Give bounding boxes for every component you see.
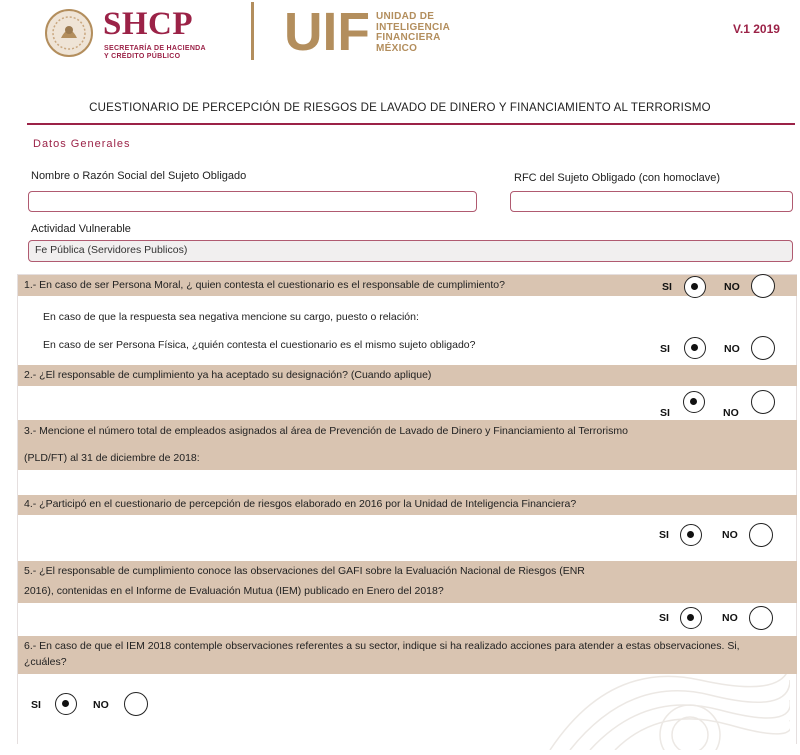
q1-yes-selected-dot <box>691 283 698 290</box>
q4-yes-selected-dot <box>687 531 694 538</box>
rfc-input[interactable] <box>510 191 793 212</box>
section-heading-general: Datos Generales <box>33 138 131 150</box>
name-label: Nombre o Razón Social del Sujeto Obligado <box>31 170 247 182</box>
q1-no-label: NO <box>724 281 740 293</box>
question-2: 2.- ¿El responsable de cumplimiento ya ha aceptado su designación? (Cuando aplique) <box>24 369 432 381</box>
q6-yes-selected-dot <box>62 700 69 707</box>
question-3-line1: 3.- Mencione el número total de empleados asignados al área de Prevención de Lavado de Dinero y Financiamiento al Terrorismo <box>24 425 628 437</box>
q5-yes-label: SI <box>659 612 669 624</box>
title-underline <box>27 123 795 125</box>
uif-name-line1: UNIDAD DE <box>376 11 435 22</box>
shcp-logo-text: SHCP <box>103 6 194 42</box>
q2-yes-selected-dot <box>690 398 697 405</box>
q2-no-label: NO <box>723 407 739 419</box>
uif-name <box>376 12 450 54</box>
q6-no-radio[interactable] <box>124 692 148 716</box>
activity-field[interactable]: Fe Pública (Servidores Publicos) <box>28 240 793 262</box>
q2-yes-label: SI <box>660 407 670 419</box>
q1-no-radio[interactable] <box>751 274 775 298</box>
q5-no-radio[interactable] <box>749 606 773 630</box>
page-title: CUESTIONARIO DE PERCEPCIÓN DE RIESGOS DE LAVADO DE DINERO Y FINANCIAMIENTO AL TERRORISMO <box>89 102 711 114</box>
q4-yes-label: SI <box>659 529 669 541</box>
q1b-no-label: NO <box>724 343 740 355</box>
uif-name-line4: MÉXICO <box>376 42 418 54</box>
rfc-label: RFC del Sujeto Obligado (con homoclave) <box>514 172 721 184</box>
q2-yes-radio[interactable] <box>683 391 705 413</box>
question-1a: En caso de que la respuesta sea negativa mencione su cargo, puesto o relación: <box>43 311 419 323</box>
activity-label: Actividad Vulnerable <box>31 223 131 235</box>
q5-yes-radio[interactable] <box>680 607 702 629</box>
question-1: 1.- En caso de ser Persona Moral, ¿ quien contesta el cuestionario es el responsable de cumplimiento? <box>24 279 505 291</box>
uif-logo-text: UIF <box>284 4 370 56</box>
q5-no-label: NO <box>722 612 738 624</box>
uif-name-line3: FINANCIERA <box>376 32 441 43</box>
version-label: V.1 2019 <box>733 22 780 36</box>
q1b-yes-label: SI <box>660 343 670 355</box>
q1b-yes-selected-dot <box>691 344 698 351</box>
shcp-seal-logo <box>44 8 94 58</box>
q6-no-label: NO <box>93 699 109 711</box>
shcp-subtitle-line2: Y CRÉDITO PÚBLICO <box>104 53 181 60</box>
q6-yes-radio[interactable] <box>55 693 77 715</box>
q5-yes-selected-dot <box>687 614 694 621</box>
uif-name-line2: INTELIGENCIA <box>376 21 451 33</box>
q4-yes-radio[interactable] <box>680 524 702 546</box>
q1-yes-radio[interactable] <box>684 276 706 298</box>
q2-no-radio[interactable] <box>751 390 775 414</box>
question-1b: En caso de ser Persona Física, ¿quién contesta el cuestionario es el mismo sujeto obligado? <box>43 339 476 351</box>
question-6: 6.- En caso de que el IEM 2018 contemple observaciones referentes a su sector, indique si ha realizado acciones para atender a estas observaciones. Si, ¿cuáles? <box>24 640 740 668</box>
q4-no-label: NO <box>722 529 738 541</box>
shcp-subtitle <box>104 45 206 61</box>
question-3-line2: (PLD/FT) al 31 de diciembre de 2018: <box>24 452 200 464</box>
q4-no-radio[interactable] <box>749 523 773 547</box>
q1b-yes-radio[interactable] <box>684 337 706 359</box>
q6-yes-label: SI <box>31 699 41 711</box>
question-4: 4.- ¿Participó en el cuestionario de percepción de riesgos elaborado en 2016 por la Unidad de Inteligencia Financiera? <box>24 498 577 510</box>
name-input[interactable] <box>28 191 477 212</box>
q1-yes-label: SI <box>662 281 672 293</box>
question-5-line2: 2016), contenidas en el Informe de Evaluación Mutua (IEM) publicado en Enero del 2018? <box>24 585 444 597</box>
uif-logo <box>284 4 370 56</box>
q1b-no-radio[interactable] <box>751 336 775 360</box>
header-divider <box>251 2 254 60</box>
shcp-subtitle-line1: SECRETARÍA DE HACIENDA <box>104 45 206 52</box>
question-5-line1: 5.- ¿El responsable de cumplimiento conoce las observaciones del GAFI sobre la Evaluación Nacional de Riesgos (ENR <box>24 565 585 577</box>
